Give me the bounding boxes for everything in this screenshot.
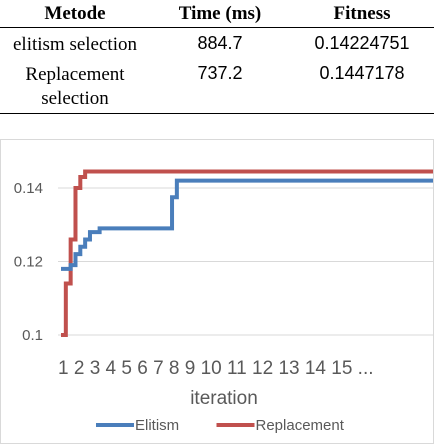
cell-metode: elitism selection <box>12 34 137 55</box>
table-row <box>0 58 434 114</box>
fitness-chart-frame <box>0 139 434 444</box>
header-row <box>0 0 434 28</box>
table-header <box>0 0 434 28</box>
cell-fitness: 0.1447178 <box>290 58 434 114</box>
series-line-replacement <box>61 171 433 335</box>
header-metode: Metode <box>44 2 106 24</box>
y-tick-label: 0.1 <box>22 327 43 344</box>
comparison-table <box>0 0 434 114</box>
grid-layer <box>58 188 433 335</box>
table-row <box>0 28 434 59</box>
cell-time: 737.2 <box>150 58 290 114</box>
comparison-table-container <box>0 0 434 118</box>
x-axis-label: iteration <box>190 388 258 409</box>
x-tick-labels: 1 2 3 4 5 6 7 8 9 10 11 12 13 14 15 ... <box>58 358 374 379</box>
series-line-elitism <box>61 180 433 269</box>
legend-label-replacement: Replacement <box>255 417 344 434</box>
cell-fitness: 0.14224751 <box>314 33 410 53</box>
cell-time: 884.7 <box>197 33 243 53</box>
y-tick-label: 0.12 <box>13 253 43 271</box>
header-time: Time (ms) <box>178 2 262 24</box>
header-fitness: Fitness <box>333 2 391 24</box>
fitness-chart <box>1 140 433 443</box>
y-axis-ticks <box>14 180 43 344</box>
series-layer <box>61 171 433 335</box>
legend <box>96 417 345 434</box>
y-tick-label: 0.14 <box>13 180 43 197</box>
cell-metode: Replacement selection <box>0 58 150 114</box>
table-body <box>0 28 434 114</box>
legend-label-elitism: Elitism <box>135 417 180 434</box>
